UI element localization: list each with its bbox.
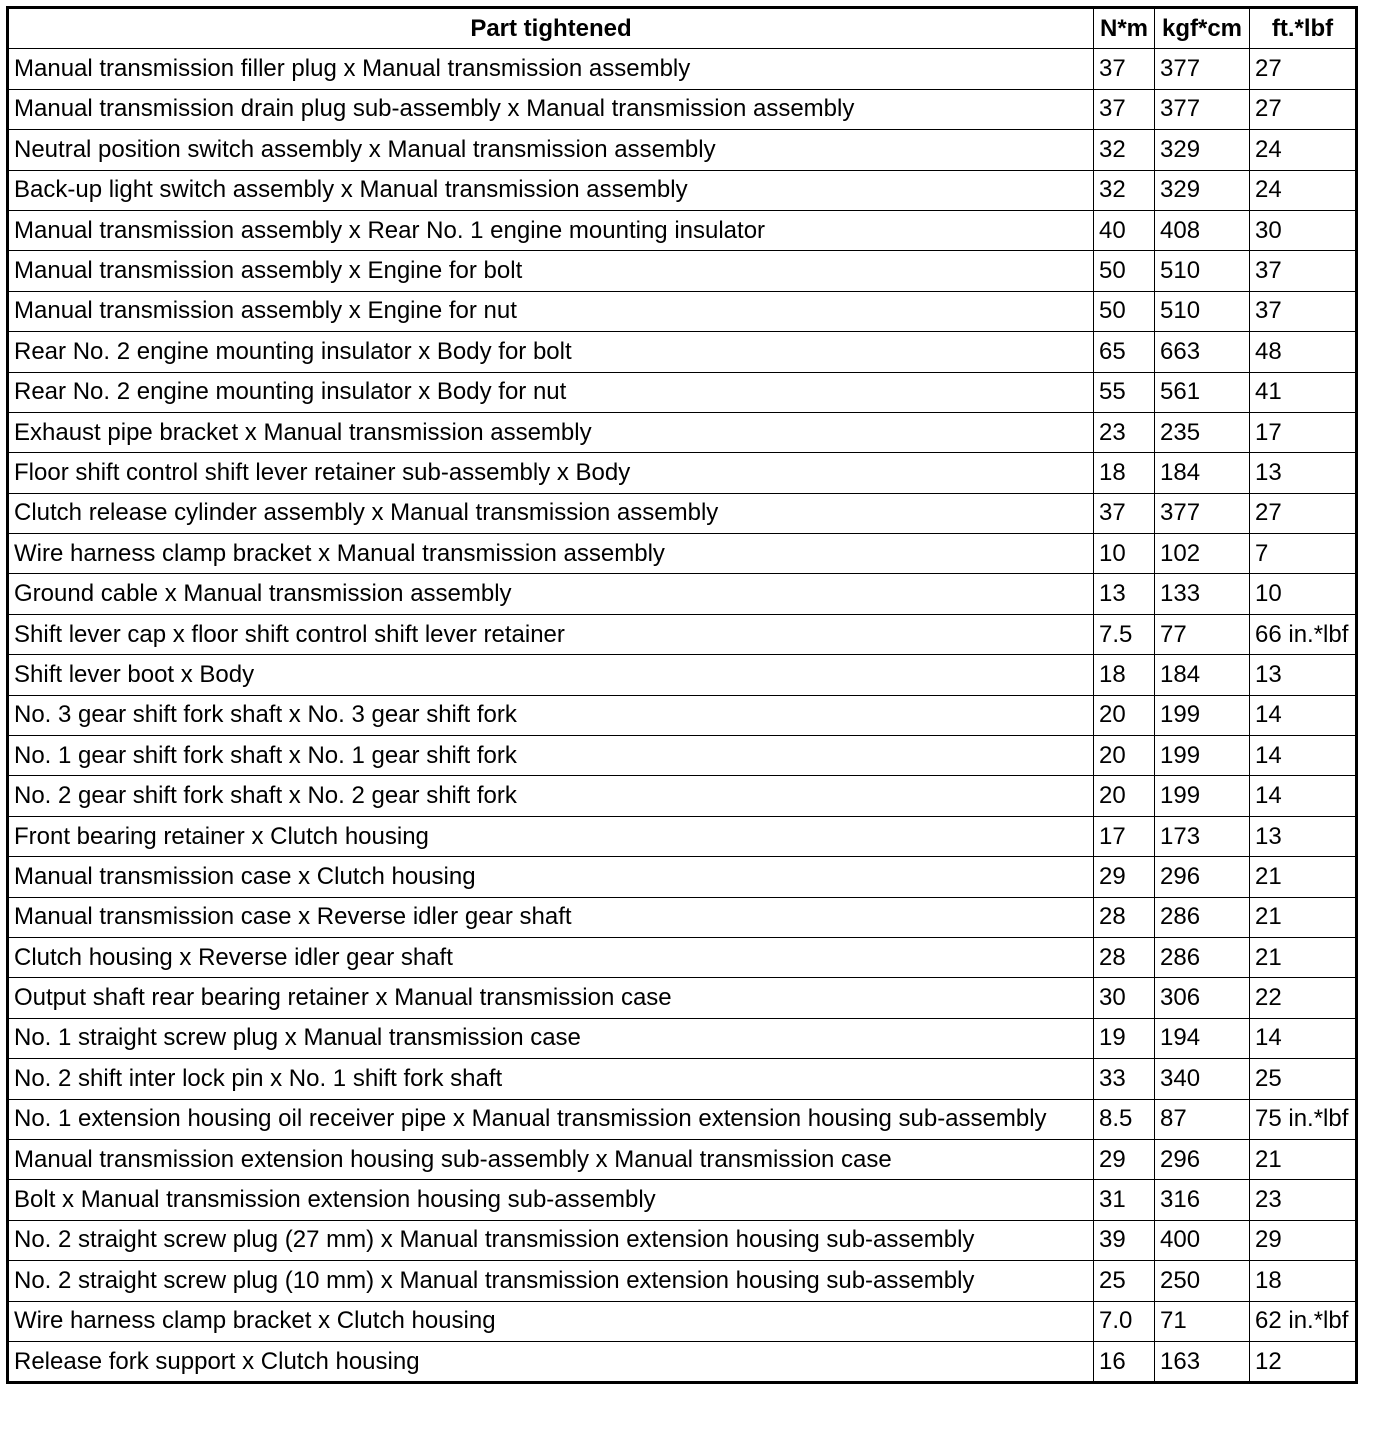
ftlbf-cell: 29 bbox=[1250, 1220, 1357, 1260]
kgfcm-cell: 296 bbox=[1155, 857, 1250, 897]
part-cell: Neutral position switch assembly x Manual transmission assembly bbox=[8, 130, 1094, 170]
ftlbf-cell: 37 bbox=[1250, 291, 1357, 331]
ftlbf-cell: 13 bbox=[1250, 816, 1357, 856]
ftlbf-cell: 14 bbox=[1250, 776, 1357, 816]
table-row bbox=[8, 1261, 1357, 1301]
nm-cell: 7.0 bbox=[1094, 1301, 1155, 1341]
kgfcm-cell: 184 bbox=[1155, 453, 1250, 493]
part-cell: No. 2 gear shift fork shaft x No. 2 gear shift fork bbox=[8, 776, 1094, 816]
table-row bbox=[8, 89, 1357, 129]
kgfcm-cell: 377 bbox=[1155, 49, 1250, 89]
table-row bbox=[8, 1341, 1357, 1382]
kgfcm-cell: 250 bbox=[1155, 1261, 1250, 1301]
nm-cell: 28 bbox=[1094, 897, 1155, 937]
nm-cell: 23 bbox=[1094, 412, 1155, 452]
ftlbf-cell: 75 in.*lbf bbox=[1250, 1099, 1357, 1139]
nm-cell: 7.5 bbox=[1094, 614, 1155, 654]
nm-cell: 65 bbox=[1094, 332, 1155, 372]
ftlbf-cell: 10 bbox=[1250, 574, 1357, 614]
part-cell: No. 1 gear shift fork shaft x No. 1 gear shift fork bbox=[8, 736, 1094, 776]
part-cell: Output shaft rear bearing retainer x Manual transmission case bbox=[8, 978, 1094, 1018]
table-row bbox=[8, 291, 1357, 331]
nm-cell: 37 bbox=[1094, 493, 1155, 533]
nm-cell: 20 bbox=[1094, 695, 1155, 735]
part-cell: Clutch release cylinder assembly x Manual transmission assembly bbox=[8, 493, 1094, 533]
kgfcm-cell: 163 bbox=[1155, 1341, 1250, 1382]
kgfcm-cell: 235 bbox=[1155, 412, 1250, 452]
table-row bbox=[8, 251, 1357, 291]
kgfcm-cell: 286 bbox=[1155, 937, 1250, 977]
nm-cell: 25 bbox=[1094, 1261, 1155, 1301]
table-row bbox=[8, 412, 1357, 452]
table-row bbox=[8, 534, 1357, 574]
kgfcm-cell: 199 bbox=[1155, 776, 1250, 816]
kgfcm-cell: 71 bbox=[1155, 1301, 1250, 1341]
nm-cell: 8.5 bbox=[1094, 1099, 1155, 1139]
nm-cell: 18 bbox=[1094, 453, 1155, 493]
header-nm: N*m bbox=[1094, 8, 1155, 49]
header-ftlbf: ft.*lbf bbox=[1250, 8, 1357, 49]
nm-cell: 37 bbox=[1094, 49, 1155, 89]
kgfcm-cell: 184 bbox=[1155, 655, 1250, 695]
ftlbf-cell: 30 bbox=[1250, 210, 1357, 250]
kgfcm-cell: 194 bbox=[1155, 1018, 1250, 1058]
nm-cell: 55 bbox=[1094, 372, 1155, 412]
kgfcm-cell: 77 bbox=[1155, 614, 1250, 654]
nm-cell: 18 bbox=[1094, 655, 1155, 695]
ftlbf-cell: 25 bbox=[1250, 1059, 1357, 1099]
part-cell: Manual transmission assembly x Engine for bolt bbox=[8, 251, 1094, 291]
kgfcm-cell: 286 bbox=[1155, 897, 1250, 937]
part-cell: Manual transmission filler plug x Manual transmission assembly bbox=[8, 49, 1094, 89]
kgfcm-cell: 329 bbox=[1155, 130, 1250, 170]
part-cell: Ground cable x Manual transmission assembly bbox=[8, 574, 1094, 614]
nm-cell: 37 bbox=[1094, 89, 1155, 129]
part-cell: Manual transmission case x Clutch housing bbox=[8, 857, 1094, 897]
kgfcm-cell: 316 bbox=[1155, 1180, 1250, 1220]
ftlbf-cell: 7 bbox=[1250, 534, 1357, 574]
kgfcm-cell: 199 bbox=[1155, 695, 1250, 735]
part-cell: No. 2 straight screw plug (27 mm) x Manual transmission extension housing sub-assembly bbox=[8, 1220, 1094, 1260]
part-cell: No. 2 shift inter lock pin x No. 1 shift fork shaft bbox=[8, 1059, 1094, 1099]
ftlbf-cell: 14 bbox=[1250, 1018, 1357, 1058]
nm-cell: 33 bbox=[1094, 1059, 1155, 1099]
nm-cell: 17 bbox=[1094, 816, 1155, 856]
part-cell: No. 1 extension housing oil receiver pipe x Manual transmission extension housing sub-assembly bbox=[8, 1099, 1094, 1139]
part-cell: Manual transmission extension housing sub-assembly x Manual transmission case bbox=[8, 1139, 1094, 1179]
nm-cell: 29 bbox=[1094, 1139, 1155, 1179]
nm-cell: 29 bbox=[1094, 857, 1155, 897]
kgfcm-cell: 199 bbox=[1155, 736, 1250, 776]
table-row bbox=[8, 49, 1357, 89]
table-row bbox=[8, 130, 1357, 170]
torque-spec-table bbox=[6, 6, 1358, 1384]
nm-cell: 31 bbox=[1094, 1180, 1155, 1220]
table-row bbox=[8, 574, 1357, 614]
ftlbf-cell: 21 bbox=[1250, 1139, 1357, 1179]
table-header-row bbox=[8, 8, 1357, 49]
table-row bbox=[8, 1059, 1357, 1099]
kgfcm-cell: 510 bbox=[1155, 291, 1250, 331]
ftlbf-cell: 12 bbox=[1250, 1341, 1357, 1382]
part-cell: Clutch housing x Reverse idler gear shaft bbox=[8, 937, 1094, 977]
table-row bbox=[8, 655, 1357, 695]
table-row bbox=[8, 736, 1357, 776]
part-cell: Release fork support x Clutch housing bbox=[8, 1341, 1094, 1382]
table-row bbox=[8, 1180, 1357, 1220]
nm-cell: 50 bbox=[1094, 291, 1155, 331]
kgfcm-cell: 377 bbox=[1155, 89, 1250, 129]
kgfcm-cell: 306 bbox=[1155, 978, 1250, 1018]
ftlbf-cell: 41 bbox=[1250, 372, 1357, 412]
kgfcm-cell: 329 bbox=[1155, 170, 1250, 210]
part-cell: Shift lever boot x Body bbox=[8, 655, 1094, 695]
table-row bbox=[8, 1099, 1357, 1139]
nm-cell: 32 bbox=[1094, 130, 1155, 170]
part-cell: Floor shift control shift lever retainer sub-assembly x Body bbox=[8, 453, 1094, 493]
kgfcm-cell: 133 bbox=[1155, 574, 1250, 614]
table-row bbox=[8, 210, 1357, 250]
nm-cell: 40 bbox=[1094, 210, 1155, 250]
nm-cell: 16 bbox=[1094, 1341, 1155, 1382]
ftlbf-cell: 21 bbox=[1250, 897, 1357, 937]
part-cell: Shift lever cap x floor shift control shift lever retainer bbox=[8, 614, 1094, 654]
ftlbf-cell: 48 bbox=[1250, 332, 1357, 372]
table-body bbox=[8, 49, 1357, 1383]
ftlbf-cell: 37 bbox=[1250, 251, 1357, 291]
kgfcm-cell: 87 bbox=[1155, 1099, 1250, 1139]
part-cell: No. 3 gear shift fork shaft x No. 3 gear shift fork bbox=[8, 695, 1094, 735]
ftlbf-cell: 27 bbox=[1250, 49, 1357, 89]
kgfcm-cell: 400 bbox=[1155, 1220, 1250, 1260]
ftlbf-cell: 62 in.*lbf bbox=[1250, 1301, 1357, 1341]
kgfcm-cell: 663 bbox=[1155, 332, 1250, 372]
table-row bbox=[8, 614, 1357, 654]
nm-cell: 10 bbox=[1094, 534, 1155, 574]
header-kgfcm: kgf*cm bbox=[1155, 8, 1250, 49]
kgfcm-cell: 102 bbox=[1155, 534, 1250, 574]
kgfcm-cell: 173 bbox=[1155, 816, 1250, 856]
table-row bbox=[8, 897, 1357, 937]
nm-cell: 39 bbox=[1094, 1220, 1155, 1260]
kgfcm-cell: 296 bbox=[1155, 1139, 1250, 1179]
torque-spec-table-container bbox=[6, 6, 1358, 1384]
table-row bbox=[8, 816, 1357, 856]
nm-cell: 30 bbox=[1094, 978, 1155, 1018]
part-cell: Manual transmission drain plug sub-assembly x Manual transmission assembly bbox=[8, 89, 1094, 129]
nm-cell: 19 bbox=[1094, 1018, 1155, 1058]
table-row bbox=[8, 332, 1357, 372]
kgfcm-cell: 510 bbox=[1155, 251, 1250, 291]
ftlbf-cell: 13 bbox=[1250, 453, 1357, 493]
ftlbf-cell: 21 bbox=[1250, 857, 1357, 897]
part-cell: No. 2 straight screw plug (10 mm) x Manual transmission extension housing sub-assembly bbox=[8, 1261, 1094, 1301]
part-cell: Back-up light switch assembly x Manual transmission assembly bbox=[8, 170, 1094, 210]
table-row bbox=[8, 453, 1357, 493]
table-row bbox=[8, 170, 1357, 210]
ftlbf-cell: 24 bbox=[1250, 170, 1357, 210]
table-row bbox=[8, 1220, 1357, 1260]
table-row bbox=[8, 493, 1357, 533]
kgfcm-cell: 408 bbox=[1155, 210, 1250, 250]
ftlbf-cell: 13 bbox=[1250, 655, 1357, 695]
part-cell: Wire harness clamp bracket x Clutch housing bbox=[8, 1301, 1094, 1341]
part-cell: Manual transmission assembly x Rear No. 1 engine mounting insulator bbox=[8, 210, 1094, 250]
table-row bbox=[8, 1301, 1357, 1341]
part-cell: No. 1 straight screw plug x Manual transmission case bbox=[8, 1018, 1094, 1058]
part-cell: Bolt x Manual transmission extension housing sub-assembly bbox=[8, 1180, 1094, 1220]
nm-cell: 50 bbox=[1094, 251, 1155, 291]
nm-cell: 32 bbox=[1094, 170, 1155, 210]
part-cell: Rear No. 2 engine mounting insulator x Body for nut bbox=[8, 372, 1094, 412]
ftlbf-cell: 23 bbox=[1250, 1180, 1357, 1220]
header-part-tightened: Part tightened bbox=[8, 8, 1094, 49]
ftlbf-cell: 14 bbox=[1250, 695, 1357, 735]
part-cell: Exhaust pipe bracket x Manual transmission assembly bbox=[8, 412, 1094, 452]
kgfcm-cell: 561 bbox=[1155, 372, 1250, 412]
part-cell: Wire harness clamp bracket x Manual transmission assembly bbox=[8, 534, 1094, 574]
ftlbf-cell: 18 bbox=[1250, 1261, 1357, 1301]
part-cell: Manual transmission assembly x Engine for nut bbox=[8, 291, 1094, 331]
table-row bbox=[8, 776, 1357, 816]
part-cell: Rear No. 2 engine mounting insulator x Body for bolt bbox=[8, 332, 1094, 372]
kgfcm-cell: 377 bbox=[1155, 493, 1250, 533]
table-row bbox=[8, 937, 1357, 977]
table-row bbox=[8, 857, 1357, 897]
ftlbf-cell: 27 bbox=[1250, 89, 1357, 129]
table-row bbox=[8, 1018, 1357, 1058]
nm-cell: 28 bbox=[1094, 937, 1155, 977]
nm-cell: 20 bbox=[1094, 776, 1155, 816]
nm-cell: 20 bbox=[1094, 736, 1155, 776]
part-cell: Front bearing retainer x Clutch housing bbox=[8, 816, 1094, 856]
table-row bbox=[8, 372, 1357, 412]
ftlbf-cell: 66 in.*lbf bbox=[1250, 614, 1357, 654]
table-row bbox=[8, 1139, 1357, 1179]
ftlbf-cell: 24 bbox=[1250, 130, 1357, 170]
ftlbf-cell: 22 bbox=[1250, 978, 1357, 1018]
ftlbf-cell: 17 bbox=[1250, 412, 1357, 452]
ftlbf-cell: 21 bbox=[1250, 937, 1357, 977]
kgfcm-cell: 340 bbox=[1155, 1059, 1250, 1099]
ftlbf-cell: 27 bbox=[1250, 493, 1357, 533]
part-cell: Manual transmission case x Reverse idler gear shaft bbox=[8, 897, 1094, 937]
nm-cell: 13 bbox=[1094, 574, 1155, 614]
table-row bbox=[8, 978, 1357, 1018]
table-row bbox=[8, 695, 1357, 735]
ftlbf-cell: 14 bbox=[1250, 736, 1357, 776]
